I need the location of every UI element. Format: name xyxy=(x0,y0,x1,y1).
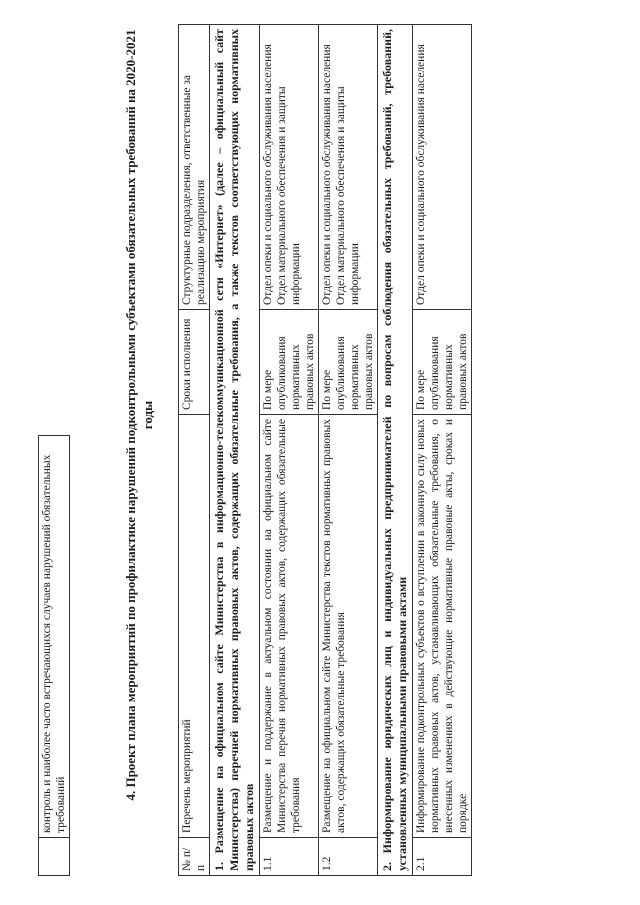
row-deadline: По мере опубликования нормативных правовых актов xyxy=(319,310,378,415)
header-activity: Перечень мероприятий xyxy=(179,415,210,838)
row-num: 2.1 xyxy=(413,838,472,876)
previous-table xyxy=(38,435,70,876)
section-heading: 1. Размещение на официальном сайте Министерства в информационно-телекоммуникационной сети «Интернет» (далее – официальный сайт Министерства) перечней нормативных правовых актов, содержащих обязательные требования, а также текстов соответствующих нормативных правовых актов xyxy=(210,25,260,876)
table-cell xyxy=(39,838,70,876)
table-row xyxy=(413,25,472,876)
row-num: 1.2 xyxy=(319,838,378,876)
header-deadline: Сроки исполнения xyxy=(179,310,210,415)
row-activity: Информирование подконтрольных субъектов о вступлении в законную силу новых нормативных правовых актов, устанавливающих обязательные требования, о внесенных изменениях в действующие нормативные правовые акты, сроках и порядке xyxy=(413,415,472,838)
plan-table xyxy=(178,24,472,876)
row-responsible: Отдел опеки и социального обслуживания населения xyxy=(413,25,472,310)
table-row xyxy=(319,25,378,876)
header-row xyxy=(179,25,210,876)
table-row xyxy=(260,25,319,876)
row-num: 1.1 xyxy=(260,838,319,876)
previous-table-text: контроль и наиболее часто встречающихся случаев нарушений обязательных требований xyxy=(39,436,70,838)
row-activity: Размещение на официальном сайте Министерства текстов нормативных правовых актов, содержащих обязательные требования xyxy=(319,415,378,838)
section-heading: 2. Информирование юридических лиц и индивидуальных предпринимателей по вопросам соблюдения обязательных требований, требований, установленных муниципальными правовыми актами xyxy=(378,25,413,876)
header-responsible: Структурные подразделения, ответственные за реализацию мероприятия xyxy=(179,25,210,310)
section-title: 4. Проект плана мероприятий по профилактике нарушений подконтрольными субъектами обязательных требований на 2020-2021 годы xyxy=(123,29,155,801)
section-row xyxy=(210,25,260,876)
row-deadline: По мере опубликования нормативных правовых актов xyxy=(260,310,319,415)
section-row xyxy=(378,25,413,876)
row-activity: Размещение и поддержание в актуальном состоянии на официальном сайте Министерства перечня нормативных правовых актов, содержащих обязательные требования xyxy=(260,415,319,838)
row-responsible: Отдел опеки и социального обслуживания населения Отдел материального обеспечения и защиты информации xyxy=(319,25,378,310)
header-num: № п/п xyxy=(179,838,210,876)
table-row xyxy=(39,436,70,876)
row-responsible: Отдел опеки и социального обслуживания населения Отдел материального обеспечения и защиты информации xyxy=(260,25,319,310)
row-deadline: По мере опубликования нормативных правовых актов xyxy=(413,310,472,415)
